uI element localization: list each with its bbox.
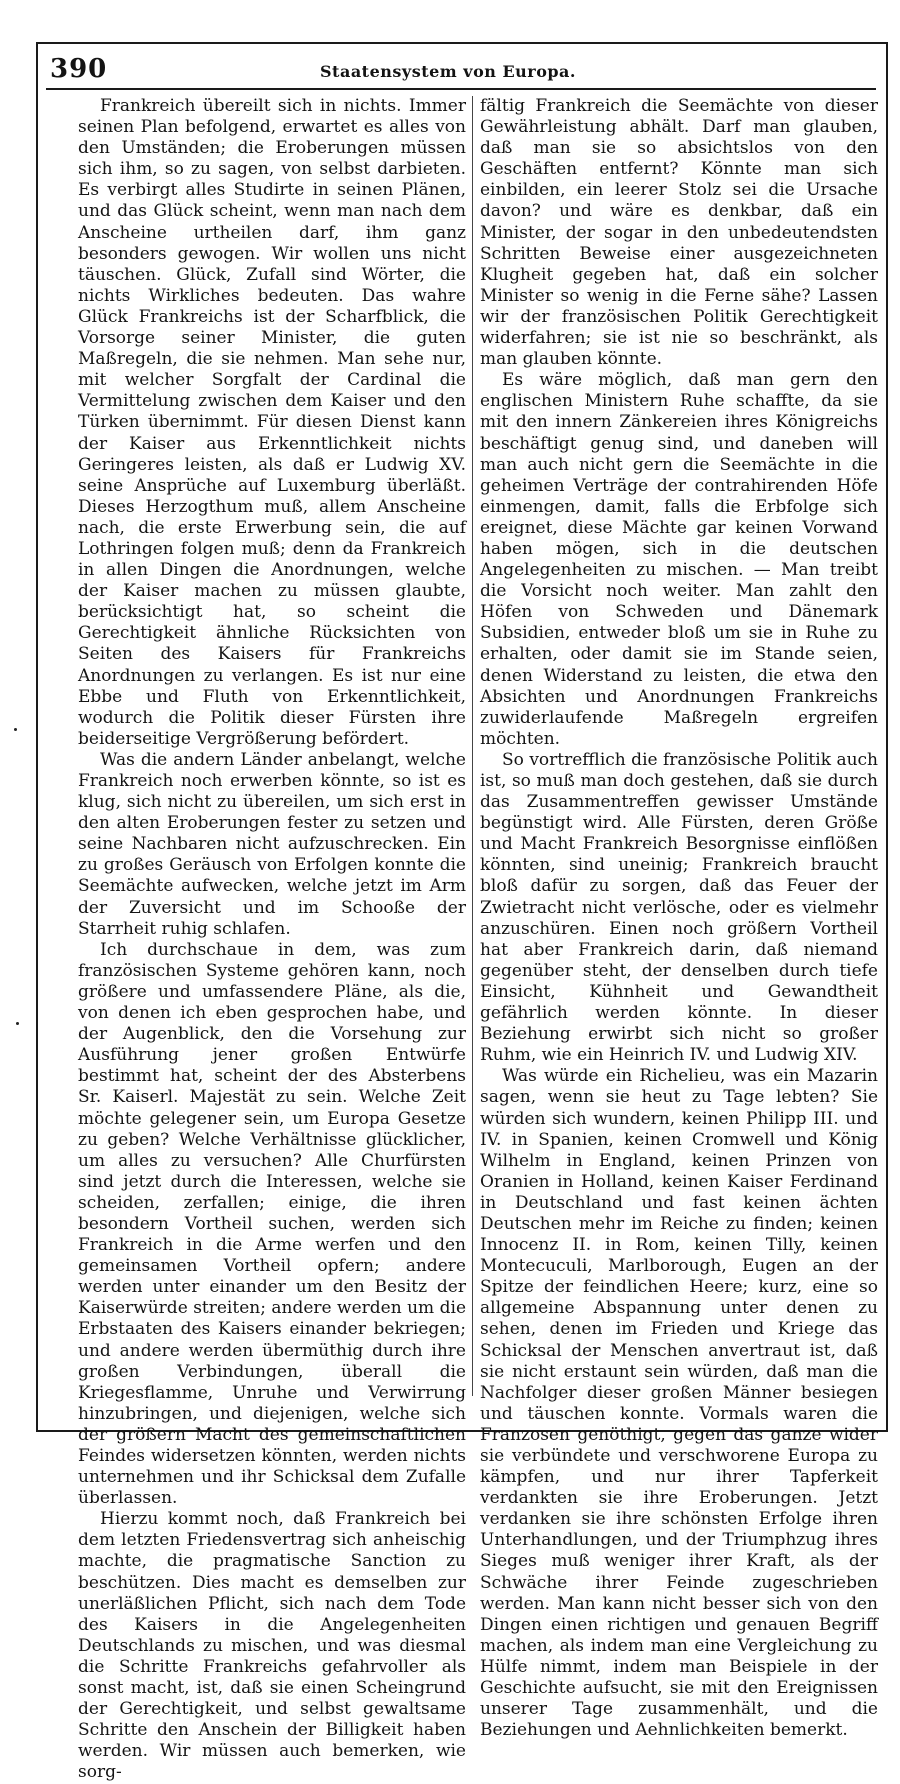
paragraph: Ich durchschaue in dem, was zum französischen Systeme gehören kann, noch größere und umfassendere Pläne, als die, von denen ich eben gesprochen habe, und der Augenblick, den die Vorsehung zur Ausführung jener großen Entwürfe bestimmt hat, scheint der des Absterbens Sr. Kaiserl. Majestät zu sein. Welche Zeit möchte gelegener sein, um Europa Gesetze zu geben? Welche Verhältnisse glücklicher, um alles zu versuchen? Alle Churfürsten sind jetzt durch die Interessen, welche sie scheiden, zerfallen; einige, die ihren besondern Vortheil suchen, werden sich Frankreich in die Arme werfen und den gemeinsamen Vortheil opfern; andere werden unter einander um den Besitz der Kaiserwürde streiten; andere werden um die Erbstaaten des Kaisers einander bekriegen; und andere werden übermüthig durch ihre großen Verbindungen, überall die Kriegesflamme, Unruhe und Verwirrung hinzubringen, und diejenigen, welche sich der größern Macht des gemeinschaftlichen Feindes widersetzen könnten, werden nichts unternehmen und ihr Schicksal dem Zufalle überlassen.: [78, 939, 466, 1509]
paragraph: fältig Frankreich die Seemächte von dieser Gewährleistung abhält. Darf man glauben, daß man sie so absichtslos von den Geschäften entfernt? Könnte man sich einbilden, ein leerer Stolz sei die Ursache davon? und wäre es denkbar, daß ein Minister, der sogar in den unbedeutendsten Schritten Beweise einer ausgezeichneten Klugheit gegeben hat, daß ein solcher Minister so wenig in die Ferne sähe? Lassen wir der französischen Politik Gerechtigkeit widerfahren; sie ist nie so beschränkt, als man glauben könnte.: [480, 96, 878, 370]
right-column: [480, 96, 878, 1741]
left-column: [78, 96, 466, 1783]
running-head: Staatensystem von Europa.: [320, 62, 576, 81]
column-divider: [472, 96, 473, 1396]
paragraph: Was würde ein Richelieu, was ein Mazarin sagen, wenn sie heut zu Tage lebten? Sie würden sich wundern, keinen Philipp III. und IV. in Spanien, keinen Cromwell und König Wilhelm in England, keinen Prinzen von Oranien in Holland, keinen Kaiser Ferdinand in Deutschland und fast keinen ächten Deutschen mehr im Reiche zu finden; keinen Innocenz II. in Rom, keinen Tilly, keinen Montecuculi, Marlborough, Eugen an der Spitze der feindlichen Heere; kurz, eine so allgemeine Abspannung unter denen zu sehen, denen im Frieden und Kriege das Schicksal der Menschen anvertraut ist, daß sie nicht erstaunt sein würden, daß man die Nachfolger dieser großen Männer besiegen und täuschen konnte. Vormals waren die Franzosen genöthigt, gegen das ganze wider sie verbündete und verschworene Europa zu kämpfen, und nur ihrer Tapferkeit verdankten sie ihre Eroberungen. Jetzt verdanken sie ihre schönsten Erfolge ihren Unterhandlungen, und der Triumphzug ihres Sieges muß weniger ihrer Kraft, als der Schwäche ihrer Feinde zugeschrieben werden. Man kann nicht besser sich von den Dingen einen richtigen und genauen Begriff machen, als indem man eine Vergleichung zu Hülfe nimmt, indem man Beispiele in der Geschichte aufsucht, sie mit den Ereignissen unserer Tage zusammenhält, und die Beziehungen und Aehnlichkeiten bemerkt.: [480, 1066, 878, 1741]
print-speck: [16, 1022, 19, 1025]
paragraph: So vortrefflich die französische Politik auch ist, so muß man doch gestehen, daß sie durch das Zusammentreffen gewisser Umstände begünstigt wird. Alle Fürsten, deren Größe und Macht Frankreich Besorgnisse einflößen könnten, sind uneinig; Frankreich braucht bloß dafür zu sorgen, daß das Feuer der Zwietracht nicht verlösche, oder es vielmehr anzuschüren. Einen noch größern Vortheil hat aber Frankreich darin, daß niemand gegenüber steht, der denselben durch tiefe Einsicht, Kühnheit und Gewandtheit gefährlich werden könnte. In dieser Beziehung erwirbt sich nicht so großer Ruhm, wie ein Heinrich IV. und Ludwig XIV.: [480, 749, 878, 1066]
paragraph: Hierzu kommt noch, daß Frankreich bei dem letzten Friedensvertrag sich anheischig machte, die pragmatische Sanction zu beschützen. Dies macht es demselben zur unerläßlichen Pflicht, sich nach dem Tode des Kaisers in die Angelegenheiten Deutschlands zu mischen, und was diesmal die Schritte Frankreichs gefahrvoller als sonst macht, ist, daß sie einen Scheingrund der Gerechtigkeit, und selbst gewaltsame Schritte den Anschein der Billigkeit haben werden. Wir müssen auch bemerken, wie sorg-: [78, 1509, 466, 1783]
page-number: 390: [50, 54, 108, 84]
paragraph: Was die andern Länder anbelangt, welche Frankreich noch erwerben könnte, so ist es klug, sich nicht zu übereilen, um sich erst in den alten Eroberungen fester zu setzen und seine Nachbaren nicht aufzuschrecken. Ein zu großes Geräusch von Erfolgen konnte die Seemächte aufwecken, welche jetzt im Arm der Zuversicht und im Schooße der Starrheit ruhig schlafen.: [78, 749, 466, 939]
paragraph: Es wäre möglich, daß man gern den englischen Ministern Ruhe schaffte, da sie mit den innern Zänkereien ihres Königreichs beschäftigt genug sind, und daneben will man auch nicht gern die Seemächte in die geheimen Verträge der contrahirenden Höfe einmengen, damit, falls die Erbfolge sich ereignet, diese Mächte gar keinen Vorwand haben mögen, sich in die deutschen Angelegenheiten zu mischen. — Man treibt die Vorsicht noch weiter. Man zahlt den Höfen von Schweden und Dänemark Subsidien, entweder bloß um sie in Ruhe zu erhalten, oder damit sie im Stande seien, denen Widerstand zu leisten, die etwa den Absichten und Anordnungen Frankreichs zuwiderlaufende Maßregeln ergreifen möchten.: [480, 370, 878, 749]
paragraph: Frankreich übereilt sich in nichts. Immer seinen Plan befolgend, erwartet es alles von den Umständen; die Eroberungen müssen sich ihm, so zu sagen, von selbst darbieten. Es verbirgt alles Studirte in seinen Plänen, und das Glück scheint, wenn man nach dem Anscheine urtheilen darf, ihm ganz besonders gewogen. Wir wollen uns nicht täuschen. Glück, Zufall sind Wörter, die nichts Wirkliches bedeuten. Das wahre Glück Frankreichs ist der Scharfblick, die Vorsorge seiner Minister, die guten Maßregeln, die sie nehmen. Man sehe nur, mit welcher Sorgfalt der Cardinal die Vermittelung zwischen dem Kaiser und den Türken übernimmt. Für diesen Dienst kann der Kaiser aus Erkenntlichkeit nichts Geringeres leisten, als daß er Ludwig XV. seine Ansprüche auf Luxemburg überläßt. Dieses Herzogthum muß, allem Anscheine nach, die erste Erwerbung sein, die auf Lothringen folgen muß; denn da Frankreich in allen Dingen die Anordnungen, welche der Kaiser machen zu müssen glaubte, berücksichtigt hat, so scheint die Gerechtigkeit ähnliche Rücksichten von Seiten des Kaisers für Frankreichs Anordnungen zu verlangen. Es ist nur eine Ebbe und Fluth von Erkenntlichkeit, wodurch die Politik dieser Fürsten ihre beiderseitige Vergrößerung befördert.: [78, 96, 466, 749]
print-speck: [14, 728, 17, 731]
page-header: [46, 52, 876, 90]
